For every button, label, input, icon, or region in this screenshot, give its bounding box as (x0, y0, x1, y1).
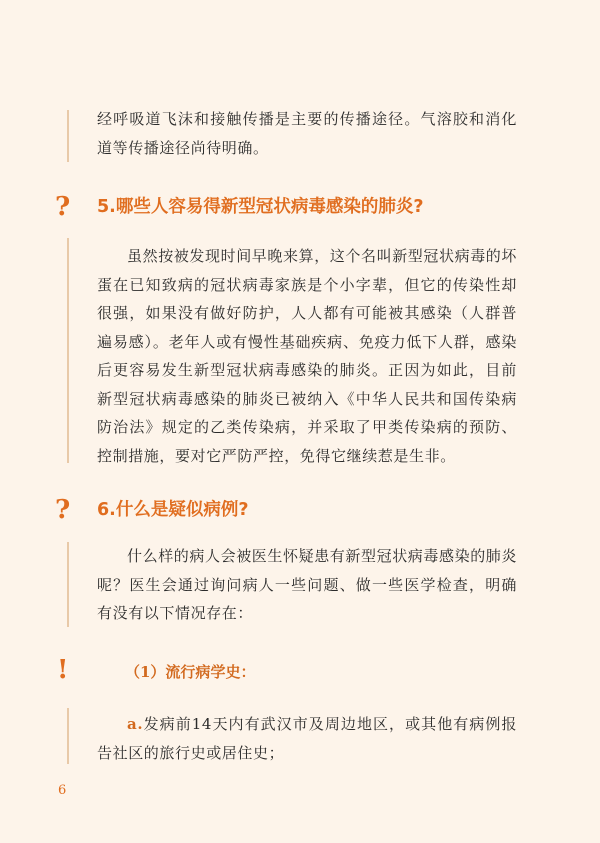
question-mark-icon: ? (55, 192, 71, 222)
question-mark-icon: ? (55, 495, 71, 525)
exclamation-icon: ! (57, 655, 69, 685)
item-a (97, 710, 517, 767)
item-a-letter: a. (127, 715, 144, 733)
top-paragraph: 经呼吸道飞沫和接触传播是主要的传播途径。气溶胶和消化道等传播途径尚待明确。 (97, 110, 517, 157)
margin-rule (67, 708, 69, 764)
page-number: 6 (58, 783, 67, 798)
section-6-body: 什么样的病人会被医生怀疑患有新型冠状病毒感染的肺炎呢？医生会通过询问病人一些问题、做一些医学检查，明确有没有以下情况存在： (97, 547, 518, 622)
section-6-heading: 6.什么是疑似病例? (97, 500, 249, 520)
subsection-heading: （1）流行病学史： (125, 663, 256, 681)
margin-rule (67, 238, 69, 463)
item-a-text: 发病前14天内有武汉市及周边地区，或其他有病例报告社区的旅行史或居住史； (97, 715, 517, 762)
margin-rule (67, 110, 69, 162)
section-5-body: 虽然按被发现时间早晚来算，这个名叫新型冠状病毒的坏蛋在已知致病的冠状病毒家族是个小字辈，但它的传染性却很强，如果没有做好防护，人人都有可能被其感染（人群普遍易感）。老年人或有慢性基础疾病、免疫力低下人群，感染后更容易发生新型冠状病毒感染的肺炎。正因为如此，目前新型冠状病毒感染的肺炎已被纳入《中华人民共和国传染病防治法》规定的乙类传染病，并采取了甲类传染病的预防、控制措施，要对它严防严控，免得它继续惹是生非。 (97, 247, 518, 465)
section-5-heading: 5.哪些人容易得新型冠状病毒感染的肺炎? (97, 197, 424, 217)
margin-rule (67, 542, 69, 627)
